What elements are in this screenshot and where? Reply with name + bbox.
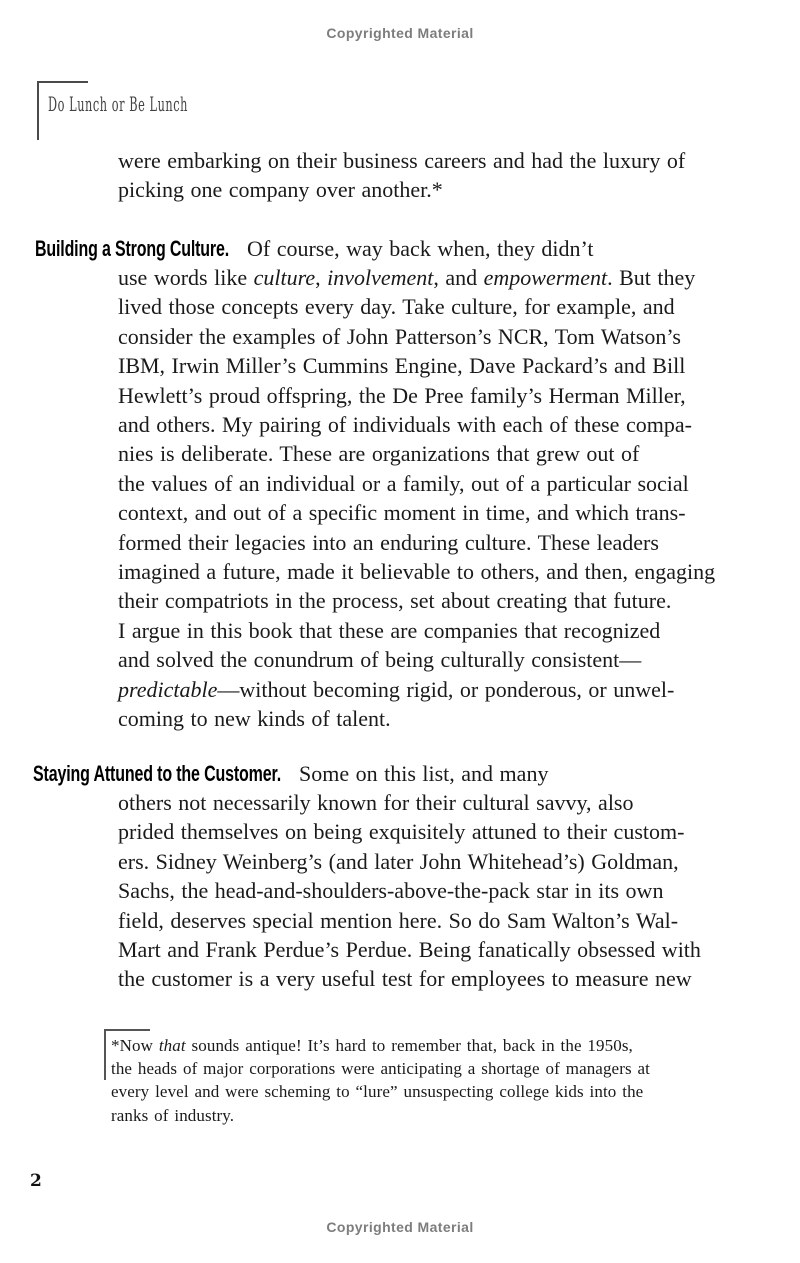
text-line: were embarking on their business careers and had the luxury of bbox=[118, 148, 686, 173]
text-line: IBM, Irwin Miller’s Cummins Engine, Dave Packard’s and Bill bbox=[118, 353, 686, 379]
page-number: 2 bbox=[30, 1171, 42, 1191]
text-line: nies is deliberate. These are organizations that grew out of bbox=[118, 441, 640, 467]
text-line: ranks of industry. bbox=[111, 1105, 235, 1125]
text-line: lived those concepts every day. Take culture, for example, and bbox=[118, 294, 675, 320]
footnote bbox=[111, 1034, 650, 1127]
text-line: and others. My pairing of individuals with each of these compa- bbox=[118, 412, 692, 438]
copyright-notice-bottom: Copyrighted Material bbox=[326, 1219, 474, 1235]
text-line: formed their legacies into an enduring culture. These leaders bbox=[118, 529, 659, 555]
section-heading-line-culture bbox=[35, 234, 594, 263]
section-lead-text: Some on this list, and many bbox=[299, 761, 549, 786]
text-line: and solved the conundrum of being culturally consistent— bbox=[118, 647, 642, 673]
paragraph-culture bbox=[118, 263, 715, 734]
text-line: predictable—without becoming rigid, or ponderous, or unwel- bbox=[118, 676, 675, 702]
text-line: context, and out of a specific moment in time, and which trans- bbox=[118, 500, 686, 526]
text-line: Mart and Frank Perdue’s Perdue. Being fanatically obsessed with bbox=[118, 937, 701, 963]
text-line: use words like culture, involvement, and empowerment. But they bbox=[118, 265, 696, 290]
text-line: picking one company over another.* bbox=[118, 177, 443, 203]
text-line: prided themselves on being exquisitely attuned to their custom- bbox=[118, 819, 685, 845]
running-header: Do Lunch or Be Lunch bbox=[48, 92, 188, 116]
section-heading: Building a Strong Culture. bbox=[35, 236, 229, 261]
paragraph-intro bbox=[118, 146, 685, 205]
text-line: consider the examples of John Patterson’s NCR, Tom Watson’s bbox=[118, 323, 681, 349]
copyright-notice-top: Copyrighted Material bbox=[326, 25, 474, 41]
section-heading-line-customer bbox=[33, 759, 548, 788]
text-line: the heads of major corporations were anticipating a shortage of managers at bbox=[111, 1059, 650, 1079]
text-line: Hewlett’s proud offspring, the De Pree family’s Herman Miller, bbox=[118, 382, 686, 408]
section-lead-text: Of course, way back when, they didn’t bbox=[247, 236, 594, 261]
text-line: *Now that sounds antique! It’s hard to remember that, back in the 1950s, bbox=[111, 1036, 633, 1055]
text-line: imagined a future, made it believable to others, and then, engaging bbox=[118, 559, 716, 585]
text-line: field, deserves special mention here. So do Sam Walton’s Wal- bbox=[118, 907, 679, 933]
text-line: the customer is a very useful test for employees to measure new bbox=[118, 966, 692, 992]
text-line: others not necessarily known for their cultural savvy, also bbox=[118, 790, 634, 815]
text-line: coming to new kinds of talent. bbox=[118, 706, 391, 732]
text-line: the values of an individual or a family, out of a particular social bbox=[118, 470, 689, 496]
text-line: their compatriots in the process, set about creating that future. bbox=[118, 588, 672, 614]
text-line: every level and were scheming to “lure” unsuspecting college kids into the bbox=[111, 1082, 644, 1102]
paragraph-customer bbox=[118, 788, 701, 994]
text-line: ers. Sidney Weinberg’s (and later John Whitehead’s) Goldman, bbox=[118, 848, 679, 874]
section-heading: Staying Attuned to the Customer. bbox=[33, 761, 281, 786]
text-line: I argue in this book that these are companies that recognized bbox=[118, 617, 661, 643]
text-line: Sachs, the head-and-shoulders-above-the-pack star in its own bbox=[118, 878, 664, 904]
